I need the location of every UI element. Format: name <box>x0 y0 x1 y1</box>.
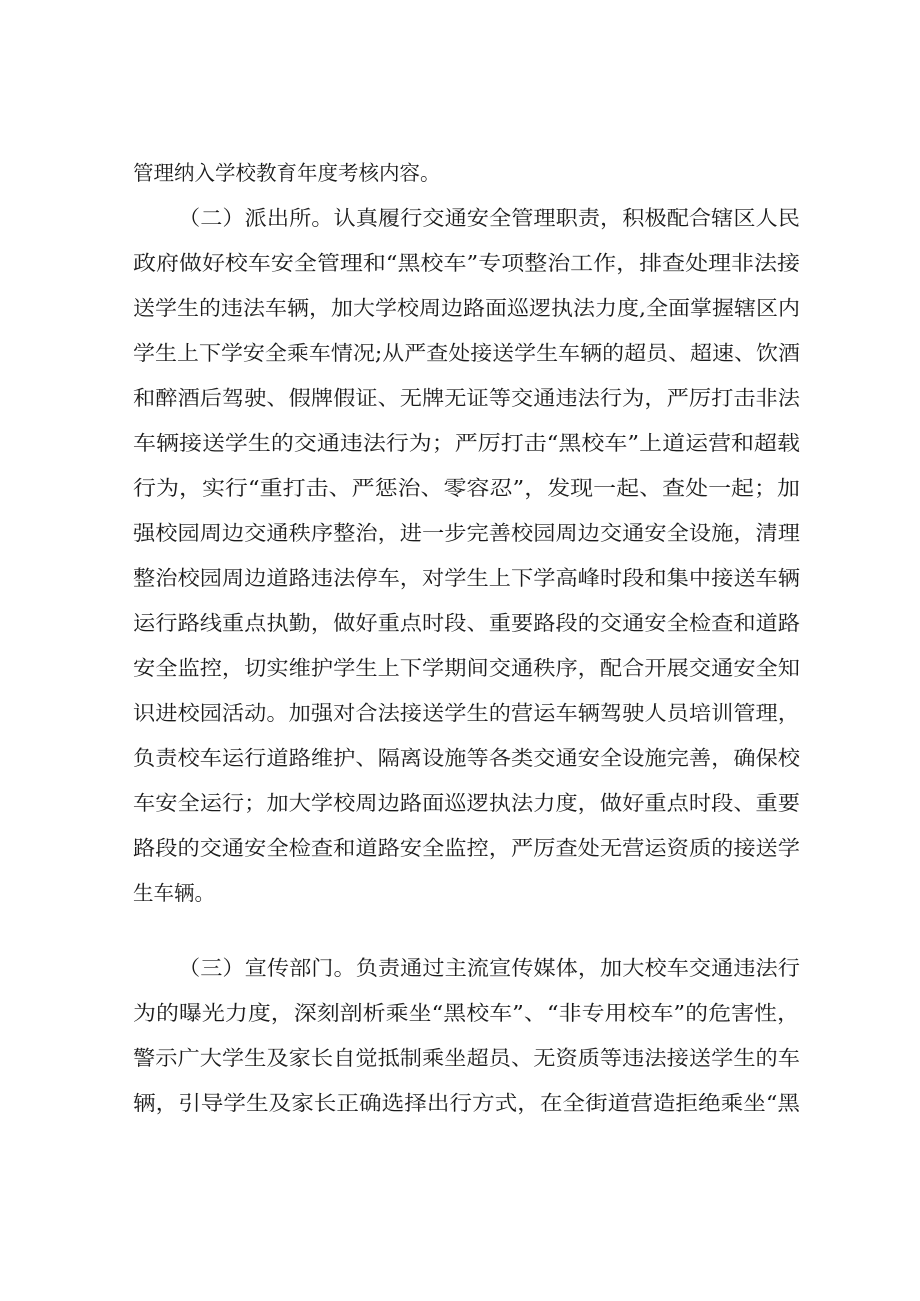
text-line: 安全监控，切实维护学生上下学期间交通秩序，配合开展交通安全知 <box>133 656 801 680</box>
text-line: 警示广大学生及家长自觉抵制乘坐超员、无资质等违法接送学生的车 <box>133 1046 801 1070</box>
text-line: 负责校车运行道路维护、隔离设施等各类交通安全设施完善，确保校 <box>133 746 801 770</box>
text-line: （二）派出所。认真履行交通安全管理职责，积极配合辖区人民 <box>178 206 800 230</box>
text-line: 车安全运行；加大学校周边路面巡逻执法力度，做好重点时段、重要 <box>133 791 801 815</box>
text-line: 行为，实行“重打击、严惩治、零容忍”，发现一起、查处一起；加 <box>133 476 801 500</box>
text-line: 运行路线重点执勤，做好重点时段、重要路段的交通安全检查和道路 <box>133 611 801 635</box>
text-line: 学生上下学安全乘车情况;从严查处接送学生车辆的超员、超速、饮酒 <box>133 341 800 365</box>
text-line: 生车辆。 <box>133 881 215 905</box>
text-line: 政府做好校车安全管理和“黑校车”专项整治工作，排查处理非法接 <box>133 251 801 275</box>
text-line: （三）宣传部门。负责通过主流宣传媒体，加大校车交通违法行 <box>178 956 800 980</box>
text-line: 送学生的违法车辆，加大学校周边路面巡逻执法力度,全面掌握辖区内 <box>133 296 801 320</box>
text-line: 路段的交通安全检查和道路安全监控，严厉查处无营运资质的接送学 <box>133 836 801 860</box>
text-line: 强校园周边交通秩序整治，进一步完善校园周边交通安全设施，清理 <box>133 521 801 545</box>
text-line: 车辆接送学生的交通违法行为；严厉打击“黑校车”上道运营和超载 <box>133 431 801 455</box>
text-line: 整治校园周边道路违法停车，对学生上下学高峰时段和集中接送车辆 <box>133 566 801 590</box>
text-line: 和醉酒后驾驶、假牌假证、无牌无证等交通违法行为，严厉打击非法 <box>133 386 801 410</box>
text-line: 辆，引导学生及家长正确选择出行方式，在全街道营造拒绝乘坐“黑 <box>133 1091 800 1115</box>
text-line: 为的曝光力度，深刻剖析乘坐“黑校车”、“非专用校车”的危害性， <box>133 1001 800 1025</box>
text-line: 管理纳入学校教育年度考核内容。 <box>133 161 441 185</box>
text-line: 识进校园活动。加强对合法接送学生的营运车辆驾驶人员培训管理， <box>133 701 801 725</box>
